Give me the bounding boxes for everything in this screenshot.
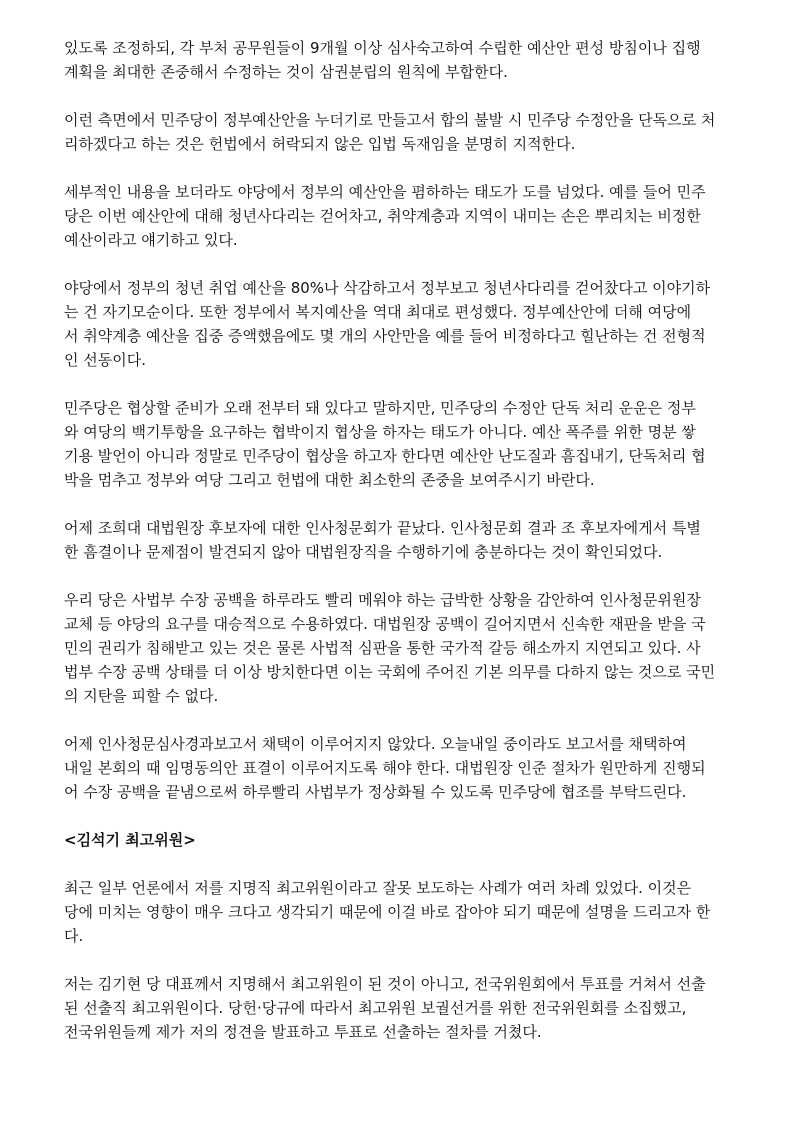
speaker-heading: <김석기 최고위원> xyxy=(64,831,196,849)
paragraph: 어제 조희대 대법원장 후보자에 대한 인사청문회가 끝났다. 인사청문회 결과 조 후보자에게서 특별 한 흠결이나 문제점이 발견되지 않아 대법원장직을 수행하기에 충분하다는 것이 확인되었다. xyxy=(64,519,701,561)
paragraph: 저는 김기현 당 대표께서 지명해서 최고위원이 된 것이 아니고, 전국위원회에서 투표를 거쳐서 선출 된 선출직 최고위원이다. 당헌·당규에 따라서 최고위원 보궐선거를 위한 전국위원회를 소집했고, 전국위원들께 제가 저의 정견을 발표하고 투표로 선출하는 절차를 거쳤다. xyxy=(64,975,706,1041)
paragraph: 최근 일부 언론에서 저를 지명직 최고위원이라고 잘못 보도하는 사례가 여러 차례 있었다. 이것은 당에 미치는 영향이 매우 크다고 생각되기 때문에 이걸 바로 잡아야 되기 때문에 설명을 드리고자 한 다. xyxy=(64,879,711,945)
paragraph: 야당에서 정부의 청년 취업 예산을 80%나 삭감하고서 정부보고 청년사다리를 걷어찼다고 이야기하 는 건 자기모순이다. 또한 정부에서 복지예산을 역대 최대로 편성했다. 정부예산안에 더해 여당에 서 취약계층 예산을 집중 증액했음에도 몇 개의 사안만을 예를 들어 비정하다고 힐난하는 건 전형적 인 선동이다. xyxy=(64,279,711,369)
paragraph: 세부적인 내용을 보더라도 야당에서 정부의 예산안을 폄하하는 태도가 도를 넘었다. 예를 들어 민주 당은 이번 예산안에 대해 청년사다리는 걷어차고, 취약계층과 지역이 내미는 손은 뿌리치는 비정한 예산이라고 얘기하고 있다. xyxy=(64,183,706,249)
document-body xyxy=(64,36,732,1068)
paragraph: 있도록 조정하되, 각 부처 공무원들이 9개월 이상 심사숙고하여 수립한 예산안 편성 방침이나 집행 계획을 최대한 존중해서 수정하는 것이 삼권분립의 원칙에 부합한다. xyxy=(64,39,701,81)
paragraph: 민주당은 협상할 준비가 오래 전부터 돼 있다고 말하지만, 민주당의 수정안 단독 처리 운운은 정부 와 여당의 백기투항을 요구하는 협박이지 협상을 하자는 태도가 아니다. 예산 폭주를 위한 명분 쌓 기용 발언이 아니라 정말로 민주당이 협상을 하고자 한다면 예산안 난도질과 흠집내기, 단독처리 협 박을 멈추고 정부와 여당 그리고 헌법에 대한 최소한의 존중을 보여주시기 바란다. xyxy=(64,399,706,489)
paragraph: 우리 당은 사법부 수장 공백을 하루라도 빨리 메워야 하는 급박한 상황을 감안하여 인사청문위원장 교체 등 야당의 요구를 대승적으로 수용하였다. 대법원장 공백이 길어지면서 신속한 재판을 받을 국 민의 권리가 침해받고 있는 것은 물론 사법적 심판을 통한 국가적 갈등 해소까지 지연되고 있다. 사 법부 수장 공백 상태를 더 이상 방치한다면 이는 국회에 주어진 기본 의무를 다하지 않는 것으로 국민 의 지탄을 피할 수 없다. xyxy=(64,591,716,705)
paragraph: 이런 측면에서 민주당이 정부예산안을 누더기로 만들고서 합의 불발 시 민주당 수정안을 단독으로 처 리하겠다고 하는 것은 헌법에서 허락되지 않은 입법 독재임을 분명히 지적한다. xyxy=(64,111,716,153)
paragraph: 어제 인사청문심사경과보고서 채택이 이루어지지 않았다. 오늘내일 중이라도 보고서를 채택하여 내일 본회의 때 임명동의안 표결이 이루어지도록 해야 한다. 대법원장 인준 절차가 원만하게 진행되 어 수장 공백을 끝냄으로써 하루빨리 사법부가 정상화될 수 있도록 민주당에 협조를 부탁드린다. xyxy=(64,735,706,801)
